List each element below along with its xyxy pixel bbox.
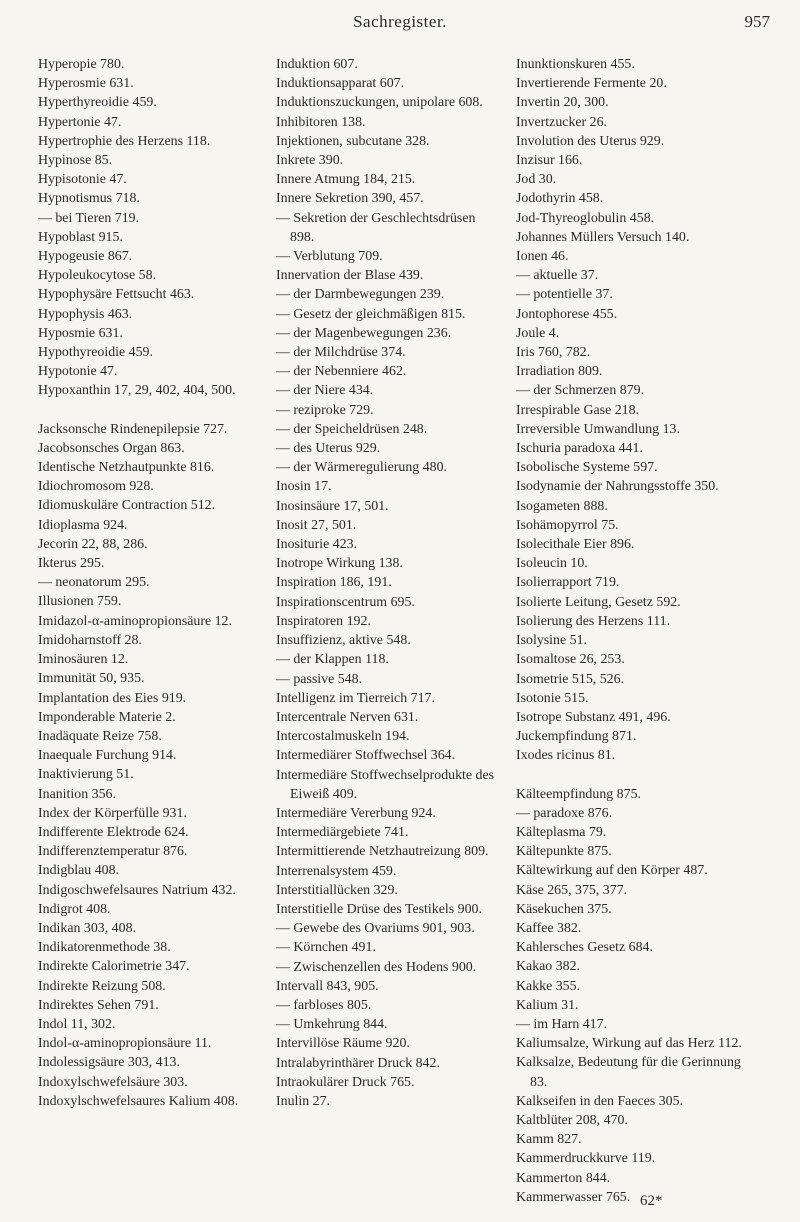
index-entry: Hypnotismus 718. xyxy=(38,191,140,207)
index-entry: Imponderable Materie 2. xyxy=(38,709,176,725)
index-entry: Kalium 31. xyxy=(516,997,579,1013)
index-entry: Induktionszuckungen, unipolare 608. xyxy=(276,95,483,111)
index-entry: Intermediäre Vererbung 924. xyxy=(276,805,436,821)
index-entry: Inosit 27, 501. xyxy=(276,517,357,533)
index-entry: Innervation der Blase 439. xyxy=(276,268,424,284)
index-entry: Indikatorenmethode 38. xyxy=(38,940,171,956)
index-entry: Hypertonie 47. xyxy=(38,114,122,130)
index-entry: Indoxylschwefelsaures Kalium 408. xyxy=(38,1093,239,1109)
index-entry: Jacobsonsches Organ 863. xyxy=(38,440,185,456)
index-entry: Hyperosmie 631. xyxy=(38,76,134,92)
index-entry: Isolierte Leitung, Gesetz 592. xyxy=(516,594,681,610)
index-entry: Hypophysis 463. xyxy=(38,306,133,322)
index-entry: — Verblutung 709. xyxy=(276,249,383,265)
index-entry: Inhibitoren 138. xyxy=(276,114,366,130)
index-entry: Intercentrale Nerven 631. xyxy=(276,709,419,725)
index-entry: Isotrope Substanz 491, 496. xyxy=(516,709,671,725)
index-entry: Inspiratoren 192. xyxy=(276,613,371,629)
index-entry: Inaktivierung 51. xyxy=(38,767,134,783)
index-entry: Indigblau 408. xyxy=(38,863,120,879)
index-entry: Kalksalze, Bedeutung für die Gerinnung 83. xyxy=(516,1055,741,1090)
index-entry: Illusionen 759. xyxy=(38,594,122,610)
index-entry: Intermediäre Stoffwechselprodukte des Eiweiß 409. xyxy=(276,767,495,802)
index-entry: Joule 4. xyxy=(516,325,560,341)
index-entry: Intervillöse Räume 920. xyxy=(276,1036,410,1052)
index-entry: Kaliumsalze, Wirkung auf das Herz 112. xyxy=(516,1036,742,1052)
index-entry: Involution des Uterus 929. xyxy=(516,133,665,149)
index-entry: Kakao 382. xyxy=(516,959,581,975)
sheet-signature: 62* xyxy=(640,1193,663,1209)
index-entry: Käsekuchen 375. xyxy=(516,901,612,917)
index-entry: — Gewebe des Ovariums 901, 903. xyxy=(276,921,475,937)
index-entry: Intelligenz im Tierreich 717. xyxy=(276,690,435,706)
index-column-3 xyxy=(516,55,744,1207)
index-entry: Intercostalmuskeln 194. xyxy=(276,729,410,745)
index-entry: Iminosäuren 12. xyxy=(38,652,129,668)
index-entry: Insuffizienz, aktive 548. xyxy=(276,633,411,649)
index-entry: Isolierung des Herzens 111. xyxy=(516,613,671,629)
index-entry: Isometrie 515, 526. xyxy=(516,671,625,687)
index-entry: Hypophysäre Fettsucht 463. xyxy=(38,287,195,303)
running-header-title: Sachregister. xyxy=(353,12,447,31)
index-entry: Kaltblüter 208, 470. xyxy=(516,1112,628,1128)
index-entry: Kältepunkte 875. xyxy=(516,844,612,860)
index-entry: Intervall 843, 905. xyxy=(276,978,379,994)
index-entry: Kahlersches Gesetz 684. xyxy=(516,940,653,956)
index-entry: Jod 30. xyxy=(516,172,557,188)
index-entry: Hypertrophie des Herzens 118. xyxy=(38,133,211,149)
section-gap xyxy=(516,766,744,785)
index-entry: — der Darmbewegungen 239. xyxy=(276,287,445,303)
index-entry: Inotrope Wirkung 138. xyxy=(276,556,403,572)
index-entry: Kammerton 844. xyxy=(516,1170,611,1186)
index-entry: — aktuelle 37. xyxy=(516,268,599,284)
index-entry: — im Harn 417. xyxy=(516,1016,608,1032)
index-entry: Hypinose 85. xyxy=(38,153,113,169)
index-entry: Isohämopyrrol 75. xyxy=(516,517,619,533)
index-entry: Jod-Thyreoglobulin 458. xyxy=(516,210,655,226)
index-entry: Induktionsapparat 607. xyxy=(276,76,405,92)
index-entry: — farbloses 805. xyxy=(276,997,372,1013)
index-entry: Indirekte Reizung 508. xyxy=(38,978,166,994)
index-entry: Invertin 20, 300. xyxy=(516,95,609,111)
index-entry: Indol-α-aminopropionsäure 11. xyxy=(38,1036,212,1052)
index-entry: Inunktionskuren 455. xyxy=(516,57,635,72)
index-entry: Hyposmie 631. xyxy=(38,325,123,341)
index-entry: Implantation des Eies 919. xyxy=(38,690,187,706)
index-entry: Inadäquate Reize 758. xyxy=(38,728,162,744)
index-entry: Invertzucker 26. xyxy=(516,114,608,130)
index-entry: Inaequale Furchung 914. xyxy=(38,748,177,764)
index-entry: — Zwischenzellen des Hodens 900. xyxy=(276,959,477,975)
index-entry: Indigrot 408. xyxy=(38,901,111,917)
page-number: 957 xyxy=(744,12,770,31)
index-entry: Interstitielle Drüse des Testikels 900. xyxy=(276,901,482,917)
index-entry: Inositurie 423. xyxy=(276,537,358,553)
index-entry: Isobolische Systeme 597. xyxy=(516,460,658,476)
index-entry: Intralabyrinthärer Druck 842. xyxy=(276,1055,440,1071)
index-entry: Ixodes ricinus 81. xyxy=(516,748,616,764)
index-entry: Imidoharnstoff 28. xyxy=(38,632,142,648)
index-entry: — Sekretion der Geschlechtsdrüsen 898. xyxy=(276,210,476,245)
index-entry: Isolierrapport 719. xyxy=(516,575,620,591)
index-entry: Irradiation 809. xyxy=(516,364,603,380)
index-entry: Kammerdruckkurve 119. xyxy=(516,1151,656,1167)
index-entry: Inosinsäure 17, 501. xyxy=(276,498,389,514)
index-entry: — paradoxe 876. xyxy=(516,805,613,821)
index-entry: — neonatorum 295. xyxy=(38,575,150,591)
index-entry: Intraokulärer Druck 765. xyxy=(276,1074,415,1090)
index-entry: Kakke 355. xyxy=(516,978,581,994)
index-entry: — der Schmerzen 879. xyxy=(516,383,645,399)
index-column-2 xyxy=(276,55,500,1111)
index-entry: Innere Atmung 184, 215. xyxy=(276,172,416,188)
index-entry: Intermediärer Stoffwechsel 364. xyxy=(276,748,456,764)
index-entry: Intermediärgebiete 741. xyxy=(276,825,409,841)
index-entry: Hyperthyreoidie 459. xyxy=(38,95,157,111)
index-entry: Inkrete 390. xyxy=(276,153,344,169)
index-entry: Kälteempfindung 875. xyxy=(516,786,641,802)
index-entry: Kaffee 382. xyxy=(516,920,582,936)
index-entry: Isotonie 515. xyxy=(516,690,589,706)
index-entry: Hypoxanthin 17, 29, 402, 404, 500. xyxy=(38,383,236,399)
index-entry: Ionen 46. xyxy=(516,249,569,265)
index-entry: — der Nebenniere 462. xyxy=(276,364,407,380)
index-entry: Käse 265, 375, 377. xyxy=(516,882,628,898)
index-entry: Jodothyrin 458. xyxy=(516,191,604,207)
index-entry: Irreversible Umwandlung 13. xyxy=(516,421,680,437)
index-column-1 xyxy=(38,55,262,1111)
index-entry: Ikterus 295. xyxy=(38,556,105,572)
index-entry: Indikan 303, 408. xyxy=(38,920,136,936)
index-entry: Jontophorese 455. xyxy=(516,306,618,322)
index-entry: — des Uterus 929. xyxy=(276,441,381,457)
index-entry: Immunität 50, 935. xyxy=(38,671,145,687)
index-entry: Indolessigsäure 303, 413. xyxy=(38,1055,180,1071)
section-gap xyxy=(38,401,262,420)
index-entry: Inosin 17. xyxy=(276,479,332,495)
index-entry: Intermittierende Netzhautreizung 809. xyxy=(276,844,489,860)
index-entry: — reziproke 729. xyxy=(276,402,374,418)
index-entry: Inulin 27. xyxy=(276,1093,331,1109)
index-entry: Kamm 827. xyxy=(516,1132,582,1148)
index-entry: Johannes Müllers Versuch 140. xyxy=(516,229,690,245)
index-entry: Irrespirable Gase 218. xyxy=(516,402,640,418)
index-entry: Juckempfindung 871. xyxy=(516,729,637,745)
index-entry: Hypothyreoidie 459. xyxy=(38,345,153,361)
index-entry: Hypoblast 915. xyxy=(38,229,123,245)
index-entry: Kälteplasma 79. xyxy=(516,824,607,840)
index-entry: Indigoschwefelsaures Natrium 432. xyxy=(38,882,236,898)
index-entry: Hypotonie 47. xyxy=(38,364,118,380)
index-entry: Inspirationscentrum 695. xyxy=(276,594,415,610)
index-entry: — Gesetz der gleichmäßigen 815. xyxy=(276,306,466,322)
index-entry: — Körnchen 491. xyxy=(276,940,376,956)
index-entry: — der Magenbewegungen 236. xyxy=(276,325,452,341)
index-entry: Iris 760, 782. xyxy=(516,345,591,361)
index-entry: Kammerwasser 765. xyxy=(516,1189,631,1205)
index-entry: Imidazol-α-aminopropionsäure 12. xyxy=(38,613,232,629)
index-entry: — der Niere 434. xyxy=(276,383,374,399)
index-entry: — bei Tieren 719. xyxy=(38,210,140,226)
index-entry: Isolecithale Eier 896. xyxy=(516,537,635,553)
index-entry: — der Milchdrüse 374. xyxy=(276,345,406,361)
index-entry: Inspiration 186, 191. xyxy=(276,575,392,591)
index-entry: Jacksonsche Rindenepilepsie 727. xyxy=(38,421,228,437)
index-entry: Isomaltose 26, 253. xyxy=(516,652,625,668)
index-entry: — Umkehrung 844. xyxy=(276,1017,388,1033)
index-entry: Idioplasma 924. xyxy=(38,517,128,533)
index-entry: Interrenalsystem 459. xyxy=(276,863,397,879)
index-entry: Hypisotonie 47. xyxy=(38,172,127,188)
index-entry: — der Speicheldrüsen 248. xyxy=(276,421,428,437)
index-entry: Identische Netzhautpunkte 816. xyxy=(38,460,215,476)
index-entry: Isolysine 51. xyxy=(516,633,587,649)
index-entry: Innere Sekretion 390, 457. xyxy=(276,191,424,207)
index-entry: — der Klappen 118. xyxy=(276,652,389,668)
index-entry: Index der Körperfülle 931. xyxy=(38,805,187,821)
index-entry: Isogameten 888. xyxy=(516,498,608,514)
index-entry: — potentielle 37. xyxy=(516,287,613,303)
index-entry: Indoxylschwefelsäure 303. xyxy=(38,1074,188,1090)
index-entry: Indol 11, 302. xyxy=(38,1016,116,1032)
index-entry: — passive 548. xyxy=(276,671,363,687)
index-entry: Indirektes Sehen 791. xyxy=(38,997,159,1013)
index-entry: Jecorin 22, 88, 286. xyxy=(38,536,148,552)
index-entry: Indifferenztemperatur 876. xyxy=(38,844,188,860)
index-entry: Injektionen, subcutane 328. xyxy=(276,133,430,149)
index-entry: Interstitiallücken 329. xyxy=(276,882,398,898)
index-entry: Kalkseifen in den Faeces 305. xyxy=(516,1093,684,1109)
index-entry: Hyperopie 780. xyxy=(38,57,125,72)
index-entry: Idiomuskuläre Contraction 512. xyxy=(38,498,216,514)
index-entry: Invertierende Fermente 20. xyxy=(516,76,667,92)
index-entry: — der Wärmeregulierung 480. xyxy=(276,460,448,476)
index-entry: Indirekte Calorimetrie 347. xyxy=(38,959,190,975)
index-entry: Indifferente Elektrode 624. xyxy=(38,824,189,840)
index-entry: Inanition 356. xyxy=(38,786,116,802)
index-entry: Inzisur 166. xyxy=(516,153,583,169)
index-entry: Hypoleukocytose 58. xyxy=(38,268,157,284)
index-entry: Isoleucin 10. xyxy=(516,556,588,572)
index-entry: Kältewirkung auf den Körper 487. xyxy=(516,863,708,879)
index-entry: Isodynamie der Nahrungsstoffe 350. xyxy=(516,479,719,495)
index-entry: Idiochromosom 928. xyxy=(38,479,154,495)
index-entry: Hypogeusie 867. xyxy=(38,249,133,265)
index-entry: Induktion 607. xyxy=(276,57,358,72)
index-entry: Ischuria paradoxa 441. xyxy=(516,441,643,457)
